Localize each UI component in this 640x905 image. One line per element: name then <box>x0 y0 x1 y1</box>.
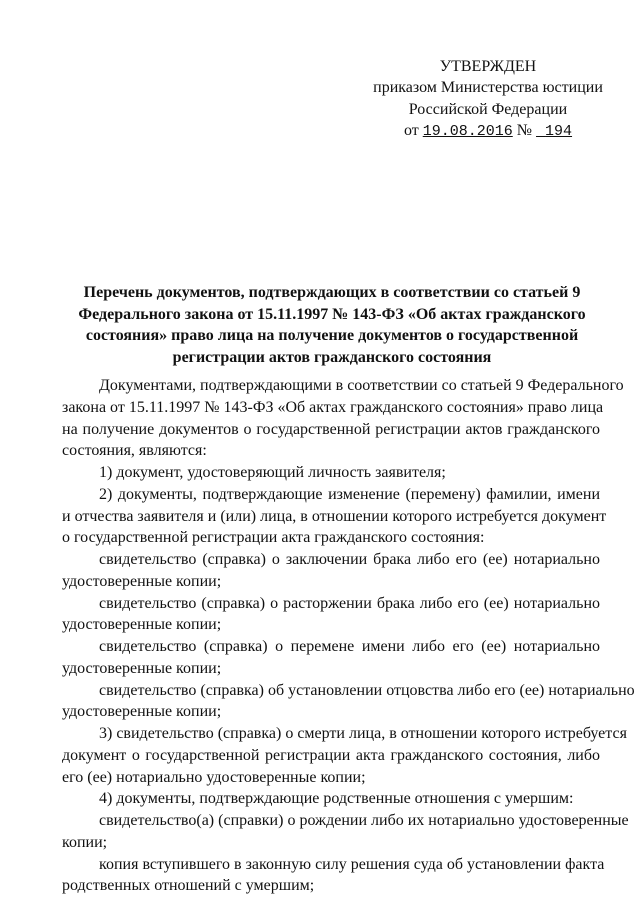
paragraph-line: копии; <box>62 833 108 851</box>
paragraph-line: свидетельство (справка) о заключении брака либо его (ее) нотариально <box>99 551 600 568</box>
paragraph-line: удостоверенные копии; <box>62 572 222 590</box>
approval-number: 194 <box>545 122 573 140</box>
paragraph-line: удостоверенные копии; <box>62 659 222 677</box>
paragraph-line: 4) документы, подтверждающие родственные отношения с умершим: <box>99 790 574 808</box>
paragraph-line: 2) документы, подтверждающие изменение (перемену) фамилии, имени <box>99 485 600 503</box>
document-body <box>62 375 635 897</box>
approval-date-line: от 19.08.2016 № 194 <box>403 121 573 140</box>
paragraph <box>62 549 600 593</box>
paragraph-line: свидетельство (справка) об установлении отцовства либо его (ее) нотариально <box>99 681 635 699</box>
approval-date: 19.08.2016 <box>422 122 513 140</box>
approval-order-line: приказом Министерства юстиции <box>373 79 603 97</box>
paragraph <box>62 375 624 462</box>
approval-country-line: Российской Федерации <box>408 100 568 118</box>
paragraph <box>62 636 600 680</box>
paragraph-line: на получение документов о государственной регистрации актов гражданского <box>62 420 600 438</box>
paragraph-line: 1) документ, удостоверяющий личность заявителя; <box>99 464 446 481</box>
paragraph-line: и отчества заявителя и (или) лица, в отношении которого истребуется документ <box>62 507 607 525</box>
paragraph-line: свидетельство (справка) о расторжении брака либо его (ее) нотариально <box>99 594 600 612</box>
paragraph <box>62 484 607 549</box>
paragraph-line: свидетельство(а) (справки) о рождении либо их нотариально удостоверенные <box>99 812 629 829</box>
document-title <box>70 282 594 368</box>
paragraph <box>62 462 600 484</box>
paragraph-line: удостоверенные копии; <box>62 616 222 634</box>
paragraph-line: его (ее) нотариально удостоверенные копии; <box>62 768 366 786</box>
paragraph <box>62 854 605 898</box>
title-line: регистрации актов гражданского состояния <box>172 348 492 366</box>
title-line: Федерального закона от 15.11.1997 № 143-ФЗ «Об актах гражданского <box>78 305 586 323</box>
paragraph <box>62 810 629 854</box>
paragraph <box>62 593 600 637</box>
paragraph <box>62 680 635 724</box>
approval-heading: УТВЕРЖДЕН <box>439 58 537 75</box>
paragraph-line: копия вступившего в законную силу решения суда об установлении факта <box>99 855 605 873</box>
paragraph <box>62 788 600 810</box>
paragraph-line: состояния, являются: <box>62 442 207 460</box>
paragraph-line: родственных отношений с умершим; <box>62 877 315 895</box>
paragraph-line: Документами, подтверждающими в соответствии со статьей 9 Федерального <box>99 377 624 394</box>
paragraph-line: о государственной регистрации акта гражданского состояния: <box>62 529 485 547</box>
paragraph-line: документ о государственной регистрации акта гражданского состояния, либо <box>62 746 600 764</box>
title-line: Перечень документов, подтверждающих в соответствии со статьей 9 <box>83 284 581 301</box>
title-line: состояния» право лица на получение документов о государственной <box>85 327 579 345</box>
paragraph-line: удостоверенные копии; <box>62 703 222 721</box>
paragraph-line: 3) свидетельство (справка) о смерти лица, в отношении которого истребуется <box>99 725 627 742</box>
paragraph <box>62 723 627 788</box>
paragraph-line: закона от 15.11.1997 № 143-ФЗ «Об актах гражданского состояния» право лица <box>62 398 604 416</box>
approval-stamp <box>360 56 616 142</box>
paragraph-line: свидетельство (справка) о перемене имени либо его (ее) нотариально <box>99 638 600 655</box>
